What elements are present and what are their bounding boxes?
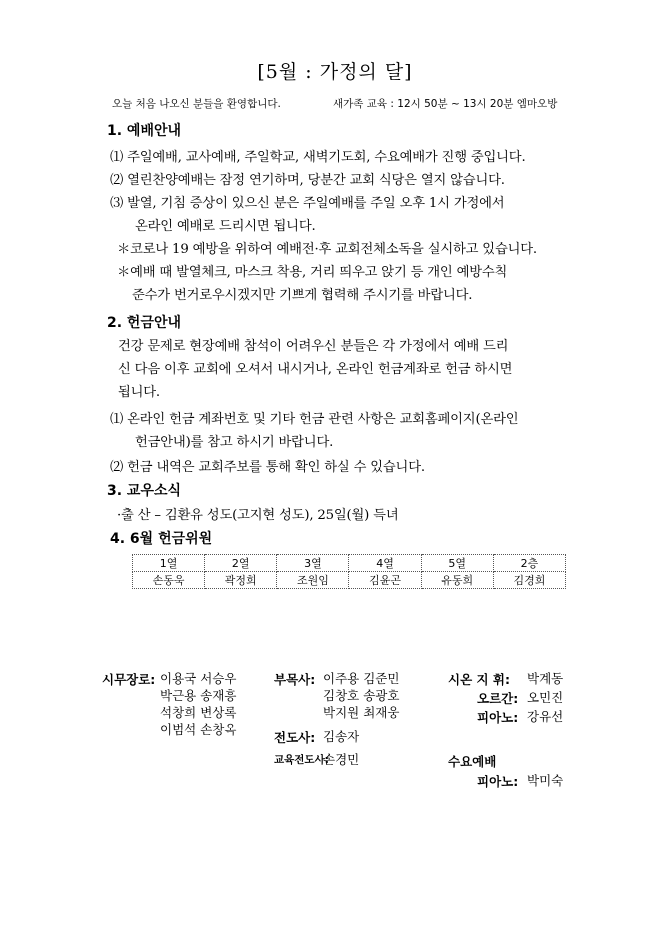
staff-name-line: 이용국 서승우 bbox=[160, 671, 237, 686]
wednesday-service-label: 수요예배 bbox=[448, 754, 497, 769]
worship-line: ⑵ 열린찬양예배는 잠정 연기하며, 당분간 교회 식당은 열지 않습니다. bbox=[110, 173, 505, 188]
organist-name: 오민진 bbox=[527, 690, 564, 705]
worship-line: 준수가 번거로우시겠지만 기쁘게 협력해 주시기를 바랍니다. bbox=[132, 288, 473, 303]
assistant-pastors-list bbox=[323, 670, 399, 721]
table-header-cell: 3열 bbox=[277, 555, 349, 572]
table-cell: 손동욱 bbox=[133, 572, 205, 589]
table-header-cell: 5열 bbox=[421, 555, 493, 572]
organist-label: 오르간: bbox=[477, 691, 519, 706]
table-header-cell: 1열 bbox=[133, 555, 205, 572]
worship-line: ⑴ 주일예배, 교사예배, 주일학교, 새벽기도회, 수요예배가 진행 중입니다. bbox=[110, 150, 526, 165]
table-header-cell: 2층 bbox=[493, 555, 565, 572]
pianist-label: 피아노: bbox=[477, 710, 519, 725]
pianist-name: 강유선 bbox=[527, 709, 564, 724]
education-evangelist-name: 손경민 bbox=[323, 752, 360, 767]
section-heading-treasurers: 4. 6월 헌금위원 bbox=[110, 531, 213, 547]
news-line: ·출 산 – 김환유 성도(고지현 성도), 25일(월) 득녀 bbox=[117, 508, 399, 523]
offering-line: 건강 문제로 현장예배 참석이 어려우신 분들은 각 가정에서 예배 드리 bbox=[118, 339, 509, 354]
table-cell: 곽정희 bbox=[205, 572, 277, 589]
staff-name-line: 김창호 송광호 bbox=[323, 688, 400, 703]
staff-name-line: 석창희 변상록 bbox=[160, 705, 237, 720]
treasurer-table bbox=[132, 554, 566, 589]
evangelist-label: 전도사: bbox=[274, 730, 316, 745]
page-title: [5월 : 가정의 달] bbox=[257, 61, 413, 83]
table-cell: 김경희 bbox=[493, 572, 565, 589]
zion-conductor-label: 시온 지 휘: bbox=[448, 672, 511, 687]
staff-name-line: 박근용 송재흥 bbox=[160, 688, 237, 703]
table-cell: 김윤곤 bbox=[349, 572, 421, 589]
offering-line: 헌금안내)를 참고 하시기 바랍니다. bbox=[135, 435, 334, 450]
office-elders-label: 시무장로: bbox=[102, 672, 156, 687]
staff-name-line: 박지원 최재웅 bbox=[323, 705, 400, 720]
table-row bbox=[133, 572, 566, 589]
staff-name-line: 이주용 김준민 bbox=[323, 671, 400, 686]
offering-line: 됩니다. bbox=[118, 385, 160, 400]
table-cell: 유동희 bbox=[421, 572, 493, 589]
table-cell: 조원임 bbox=[277, 572, 349, 589]
zion-conductor-name: 박계동 bbox=[527, 671, 564, 686]
evangelist-name: 김송자 bbox=[323, 729, 360, 744]
table-header-cell: 4열 bbox=[349, 555, 421, 572]
table-header-cell: 2열 bbox=[205, 555, 277, 572]
education-evangelist-label: 교육전도사: bbox=[274, 754, 329, 766]
wednesday-pianist-name: 박미숙 bbox=[527, 773, 564, 788]
section-heading-news: 3. 교우소식 bbox=[107, 483, 182, 499]
staff-name-line: 이범석 손창옥 bbox=[160, 722, 237, 737]
assistant-pastors-label: 부목사: bbox=[274, 672, 316, 687]
offering-line: ⑴ 온라인 헌금 계좌번호 및 기타 헌금 관련 사항은 교회홈페이지(온라인 bbox=[110, 412, 519, 427]
worship-line: ⑶ 발열, 기침 증상이 있으신 분은 주일예배를 주일 오후 1시 가정에서 bbox=[110, 196, 505, 211]
offering-line: 신 다음 이후 교회에 오셔서 내시거나, 온라인 헌금계좌로 헌금 하시면 bbox=[118, 362, 513, 377]
wednesday-pianist-label: 피아노: bbox=[477, 774, 519, 789]
worship-line: ＊코로나 19 예방을 위하여 예배전·후 교회전체소독을 실시하고 있습니다. bbox=[117, 242, 537, 257]
welcome-text: 오늘 처음 나오신 분들을 환영합니다. bbox=[112, 98, 281, 110]
family-education-info: 새가족 교육 : 12시 50분 ~ 13시 20분 엠마오방 bbox=[333, 98, 558, 110]
worship-line: 온라인 예배로 드리시면 됩니다. bbox=[135, 219, 316, 234]
section-heading-worship: 1. 예배안내 bbox=[107, 123, 182, 139]
worship-line: ＊예배 때 발열체크, 마스크 착용, 거리 띄우고 앉기 등 개인 예방수칙 bbox=[117, 265, 508, 280]
table-row bbox=[133, 555, 566, 572]
offering-line: ⑵ 헌금 내역은 교회주보를 통해 확인 하실 수 있습니다. bbox=[110, 460, 425, 475]
office-elders-list bbox=[160, 670, 236, 738]
section-heading-offering: 2. 헌금안내 bbox=[107, 315, 182, 331]
